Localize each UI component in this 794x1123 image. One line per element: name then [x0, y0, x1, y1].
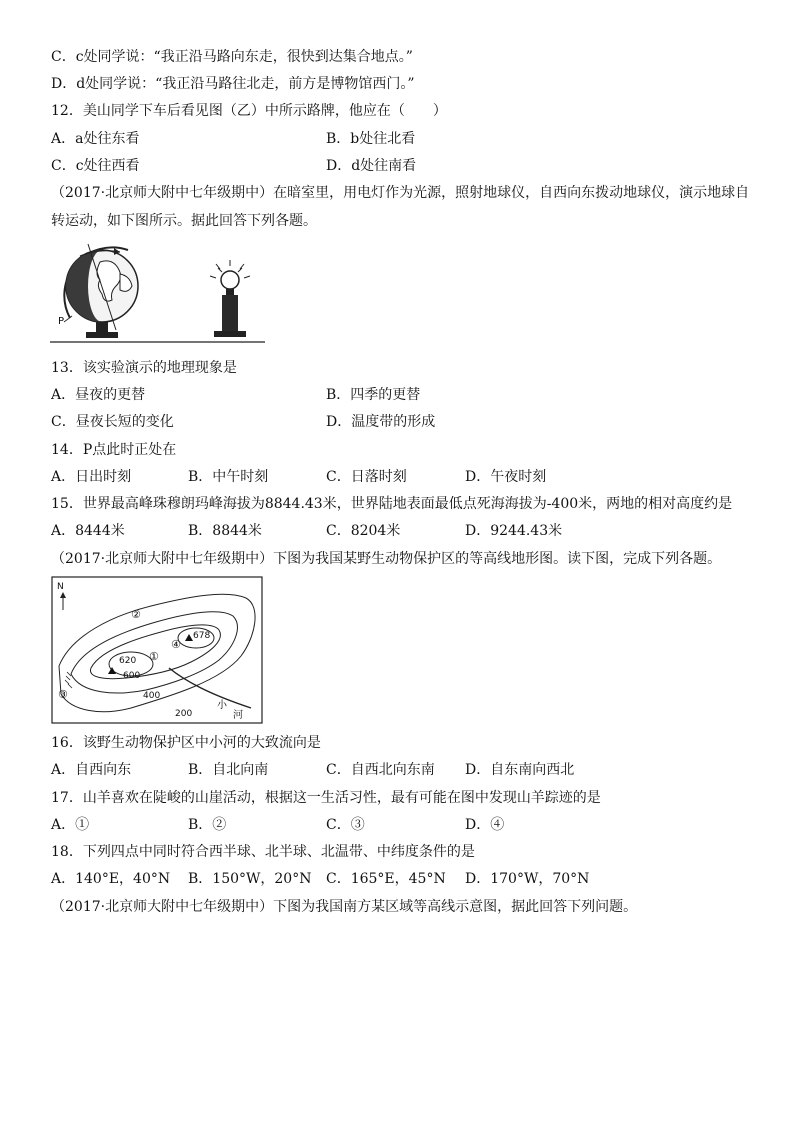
- lamp-socket: [226, 289, 234, 295]
- q11-option-c: C．c处同学说：“我正沿马路向东走，很快到达集合地点。”: [51, 49, 413, 65]
- q15-stem: 15．世界最高峰珠穆朗玛峰海拔为8844.43米，世界陆地表面最低点死海海拔为-400米，两地的相对高度约是: [51, 496, 733, 512]
- marker-3: ③: [58, 688, 68, 701]
- q13-option-d: D．温度带的形成: [326, 414, 436, 430]
- q18-stem: 18．下列四点中同时符合西半球、北半球、北温带、中纬度条件的是: [51, 844, 475, 860]
- marker-4: ④: [171, 638, 181, 651]
- q17-option-d: D．④: [465, 817, 505, 833]
- q13-option-b: B．四季的更替: [326, 387, 421, 403]
- lamp-base: [214, 331, 246, 337]
- q17-stem: 17．山羊喜欢在陡峻的山崖活动，根据这一生活习性，最有可能在图中发现山羊踪迹的是: [51, 790, 601, 806]
- q17-option-b: B．②: [188, 817, 227, 833]
- contour-600-label: 600: [123, 671, 141, 681]
- lamp-bulb: [221, 271, 239, 289]
- q12-option-a: A．a处往东看: [51, 131, 140, 147]
- q18-option-d: D．170°W，70°N: [465, 871, 590, 887]
- globe-lamp-figure: [50, 238, 265, 348]
- marker-1: ①: [149, 650, 159, 663]
- q13-option-c: C．昼夜长短的变化: [51, 414, 174, 430]
- q12-option-c: C．c处往西看: [51, 158, 140, 174]
- river-label-char1: 小: [217, 700, 227, 711]
- q16-option-c: C．自西北向东南: [326, 762, 435, 778]
- q15-option-a: A．8444米: [51, 523, 125, 539]
- q12-option-b: B．b处往北看: [326, 131, 416, 147]
- peak-678-label: 678: [193, 631, 211, 641]
- contour-400-label: 400: [143, 691, 161, 701]
- point-p-label: P: [58, 316, 65, 327]
- q16-option-d: D．自东南向西北: [465, 762, 575, 778]
- q17-option-a: A．①: [51, 817, 90, 833]
- intro2-line1: （2017·北京师大附中七年级期中）下图为我国某野生动物保护区的等高线地形图。读下图，完成下列各题。: [51, 551, 722, 567]
- q16-option-a: A．自西向东: [51, 762, 132, 778]
- q18-option-a: A．140°E，40°N: [51, 871, 171, 887]
- q14-option-a: A．日出时刻: [51, 469, 132, 485]
- intro3-line1: （2017·北京师大附中七年级期中）下图为我国南方某区域等高线示意图，据此回答下列问题。: [51, 899, 638, 915]
- q14-option-b: B．中午时刻: [188, 469, 269, 485]
- q12-stem: 12．美山同学下车后看见图（乙）中所示路牌，他应在（ ）: [51, 103, 447, 119]
- q13-stem: 13．该实验演示的地理现象是: [51, 360, 237, 376]
- river-label-char2: 河: [233, 710, 243, 721]
- intro1-line1: （2017·北京师大附中七年级期中）在暗室里，用电灯作为光源，照射地球仪，自西向东拨动地球仪，演示地球自: [51, 185, 750, 201]
- q13-option-a: A．昼夜的更替: [51, 387, 146, 403]
- q15-option-d: D．9244.43米: [465, 523, 563, 539]
- q16-stem: 16．该野生动物保护区中小河的大致流向是: [51, 735, 321, 751]
- q14-stem: 14．P点此时正处在: [51, 442, 177, 458]
- contour-200-label: 200: [175, 709, 193, 719]
- contour-map: [51, 576, 263, 724]
- marker-2: ②: [131, 608, 141, 621]
- globe-base: [86, 332, 118, 338]
- q15-option-b: B．8844米: [188, 523, 262, 539]
- peak-620-label: 620: [119, 656, 137, 666]
- q12-option-d: D．d处往南看: [326, 158, 417, 174]
- q18-option-c: C．165°E，45°N: [326, 871, 446, 887]
- point-p-leader: [64, 316, 72, 322]
- north-label: N: [57, 582, 64, 592]
- q17-option-c: C．③: [326, 817, 365, 833]
- globe-post: [96, 322, 108, 332]
- q14-option-c: C．日落时刻: [326, 469, 407, 485]
- intro1-line2: 转运动，如下图所示。据此回答下列各题。: [51, 213, 317, 229]
- q11-option-d: D．d处同学说：“我正沿马路往北走，前方是博物馆西门。”: [51, 76, 415, 92]
- q18-option-b: B．150°W，20°N: [188, 871, 312, 887]
- lamp-stand: [222, 295, 238, 331]
- q15-option-c: C．8204米: [326, 523, 401, 539]
- q16-option-b: B．自北向南: [188, 762, 269, 778]
- q14-option-d: D．午夜时刻: [465, 469, 547, 485]
